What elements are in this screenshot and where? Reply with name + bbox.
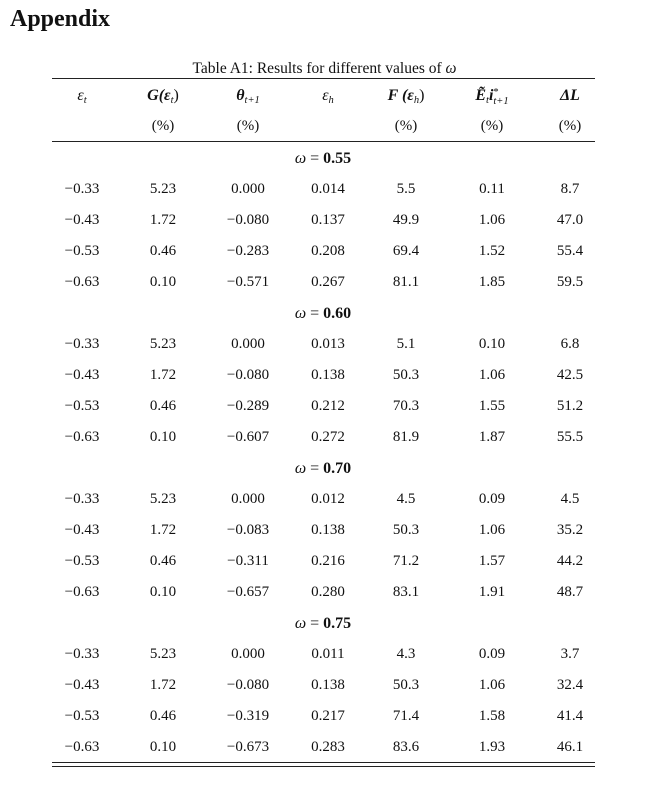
table-cell: 1.52 <box>478 243 506 259</box>
table-cell: 4.5 <box>396 491 416 507</box>
table-caption <box>0 60 649 78</box>
table-cell: 1.72 <box>149 212 177 228</box>
appendix-heading: Appendix <box>10 6 111 32</box>
table-cell: 0.283 <box>311 739 345 755</box>
table-cell: 5.23 <box>149 336 177 352</box>
group-equals: = <box>310 150 320 167</box>
table-cell: 1.87 <box>478 429 506 445</box>
group-label-omega-0.75 <box>295 615 351 633</box>
table-cell: −0.63 <box>64 584 100 600</box>
caption-symbol: ω <box>445 60 457 77</box>
table-cell: 1.06 <box>478 367 506 383</box>
table-cell: 0.011 <box>311 646 345 662</box>
table-cell: 0.138 <box>311 367 345 383</box>
table-cell: 0.11 <box>479 181 505 197</box>
table-cell: 69.4 <box>392 243 420 259</box>
table-cell: 0.10 <box>478 336 506 352</box>
table-cell: 1.06 <box>478 522 506 538</box>
table-cell: −0.63 <box>64 739 100 755</box>
table-cell: −0.083 <box>226 522 270 538</box>
group-symbol: ω <box>294 460 307 477</box>
column-header-1 <box>147 87 179 106</box>
table-cell: 0.212 <box>311 398 345 414</box>
table-cell: 1.93 <box>478 739 506 755</box>
table-cell: 81.9 <box>392 429 420 445</box>
table-cell: 0.09 <box>478 646 506 662</box>
group-label-omega-0.70 <box>295 460 351 478</box>
table-cell: −0.080 <box>226 212 270 228</box>
table-cell: −0.657 <box>226 584 270 600</box>
table-cell: 4.5 <box>560 491 580 507</box>
caption-text: Table A1: Results for different values of <box>192 60 442 77</box>
table-cell: 5.5 <box>396 181 416 197</box>
table-cell: 71.4 <box>392 708 420 724</box>
header-rule <box>52 141 595 142</box>
header-subscript: t+1 <box>244 95 260 106</box>
table-cell: −0.319 <box>226 708 270 724</box>
table-cell: 1.06 <box>478 212 506 228</box>
table-cell: 3.7 <box>560 646 580 662</box>
table-cell: −0.289 <box>226 398 270 414</box>
header-suffix: ) <box>419 87 425 104</box>
table-cell: 0.013 <box>311 336 345 352</box>
table-cell: 0.10 <box>149 584 177 600</box>
table-cell: −0.53 <box>64 398 100 414</box>
column-header-5 <box>475 87 508 106</box>
header-subscript: t <box>486 95 489 106</box>
table-cell: −0.673 <box>226 739 270 755</box>
table-cell: 0.10 <box>149 429 177 445</box>
table-cell: 0.10 <box>149 274 177 290</box>
table-cell: 32.4 <box>556 677 584 693</box>
table-cell: 51.2 <box>556 398 584 414</box>
header-symbol: θ <box>236 87 245 104</box>
table-cell: 0.137 <box>311 212 345 228</box>
table-cell: 0.272 <box>311 429 345 445</box>
table-cell: −0.53 <box>64 243 100 259</box>
header-prefix: G( <box>147 87 165 104</box>
column-unit-2: (%) <box>236 118 260 134</box>
group-equals: = <box>310 460 320 477</box>
header-symbol-2: i <box>488 87 494 104</box>
table-cell: 0.208 <box>311 243 345 259</box>
table-cell: 71.2 <box>392 553 420 569</box>
column-header-3 <box>322 87 334 106</box>
table-cell: 41.4 <box>556 708 584 724</box>
header-prefix: ΔL <box>560 87 580 104</box>
table-cell: 8.7 <box>560 181 580 197</box>
table-cell: 0.000 <box>231 181 265 197</box>
table-cell: 0.138 <box>311 677 345 693</box>
group-value: 0.60 <box>323 305 352 322</box>
group-symbol: ω <box>294 150 307 167</box>
header-subscript: t <box>83 95 87 106</box>
table-cell: 59.5 <box>556 274 584 290</box>
table-cell: 42.5 <box>556 367 584 383</box>
group-label-omega-0.60 <box>295 305 351 323</box>
table-cell: 0.217 <box>311 708 345 724</box>
table-cell: 0.012 <box>311 491 345 507</box>
column-header-6 <box>560 87 580 105</box>
group-value: 0.75 <box>323 615 352 632</box>
header-symbol: ε <box>322 87 329 104</box>
table-cell: 50.3 <box>392 677 420 693</box>
table-cell: 0.014 <box>311 181 345 197</box>
top-rule <box>52 78 595 79</box>
table-cell: 1.91 <box>478 584 506 600</box>
table-cell: −0.53 <box>64 708 100 724</box>
table-cell: −0.43 <box>64 367 100 383</box>
table-cell: −0.43 <box>64 677 100 693</box>
table-cell: −0.080 <box>226 677 270 693</box>
table-cell: 55.4 <box>556 243 584 259</box>
table-cell: 0.280 <box>311 584 345 600</box>
header-symbol: ε <box>407 87 414 104</box>
table-cell: 35.2 <box>556 522 584 538</box>
header-subscript-2: t+1 <box>493 96 509 107</box>
table-cell: 48.7 <box>556 584 584 600</box>
column-header-2 <box>236 87 260 106</box>
table-cell: 1.72 <box>149 367 177 383</box>
table-cell: −0.33 <box>64 646 100 662</box>
header-symbol: ε <box>77 87 84 104</box>
table-cell: −0.33 <box>64 336 100 352</box>
header-subscript: h <box>328 95 334 106</box>
table-cell: 5.1 <box>396 336 416 352</box>
table-cell: 0.46 <box>149 243 177 259</box>
table-cell: 5.23 <box>149 646 177 662</box>
table-cell: −0.33 <box>64 181 100 197</box>
header-symbol: ε <box>164 87 171 104</box>
header-prefix: Ẽ <box>475 87 487 104</box>
bottom-rule-1 <box>52 762 595 763</box>
header-subscript: h <box>413 95 420 106</box>
table-cell: 5.23 <box>149 181 177 197</box>
table-cell: 6.8 <box>560 336 580 352</box>
table-cell: −0.571 <box>226 274 270 290</box>
group-equals: = <box>310 305 320 322</box>
table-cell: 1.85 <box>478 274 506 290</box>
table-cell: 46.1 <box>556 739 584 755</box>
table-cell: 81.1 <box>392 274 420 290</box>
group-label-omega-0.55 <box>295 150 351 168</box>
column-unit-1: (%) <box>151 118 175 134</box>
table-cell: 0.000 <box>231 336 265 352</box>
table-cell: 83.6 <box>392 739 420 755</box>
table-cell: −0.43 <box>64 522 100 538</box>
table-cell: 0.267 <box>311 274 345 290</box>
table-cell: 0.46 <box>149 708 177 724</box>
table-cell: 4.3 <box>396 646 416 662</box>
table-cell: 1.55 <box>478 398 506 414</box>
column-unit-4: (%) <box>394 118 418 134</box>
table-cell: 1.72 <box>149 522 177 538</box>
group-symbol: ω <box>294 615 307 632</box>
table-cell: −0.33 <box>64 491 100 507</box>
table-cell: 0.10 <box>149 739 177 755</box>
table-cell: 1.57 <box>478 553 506 569</box>
table-cell: −0.63 <box>64 274 100 290</box>
table-cell: 1.06 <box>478 677 506 693</box>
table-cell: 0.216 <box>311 553 345 569</box>
group-symbol: ω <box>294 305 307 322</box>
table-cell: 0.138 <box>311 522 345 538</box>
column-unit-6: (%) <box>558 118 582 134</box>
table-cell: 5.23 <box>149 491 177 507</box>
table-cell: 1.58 <box>478 708 506 724</box>
table-cell: 0.000 <box>231 491 265 507</box>
group-value: 0.70 <box>323 460 352 477</box>
group-value: 0.55 <box>323 150 352 167</box>
table-cell: 83.1 <box>392 584 420 600</box>
table-cell: −0.53 <box>64 553 100 569</box>
table-cell: −0.311 <box>227 553 269 569</box>
table-cell: 50.3 <box>392 367 420 383</box>
header-suffix: ) <box>173 87 179 104</box>
group-equals: = <box>310 615 320 632</box>
table-cell: 0.46 <box>149 553 177 569</box>
column-header-0 <box>77 87 86 106</box>
header-sup-sub <box>493 88 508 106</box>
table-cell: 47.0 <box>556 212 584 228</box>
table-cell: 0.46 <box>149 398 177 414</box>
header-superscript: * <box>493 87 499 98</box>
header-prefix: F ( <box>387 87 408 104</box>
table-cell: 44.2 <box>556 553 584 569</box>
table-cell: −0.63 <box>64 429 100 445</box>
table-cell: −0.283 <box>226 243 270 259</box>
table-cell: 49.9 <box>392 212 420 228</box>
table-cell: −0.607 <box>226 429 270 445</box>
column-header-4 <box>388 87 425 106</box>
table-cell: −0.080 <box>226 367 270 383</box>
table-cell: 50.3 <box>392 522 420 538</box>
table-cell: 70.3 <box>392 398 420 414</box>
header-subscript: t <box>170 95 174 106</box>
table-cell: 0.000 <box>231 646 265 662</box>
bottom-rule-2 <box>52 766 595 767</box>
table-cell: 55.5 <box>556 429 584 445</box>
table-cell: −0.43 <box>64 212 100 228</box>
table-cell: 0.09 <box>478 491 506 507</box>
table-cell: 1.72 <box>149 677 177 693</box>
column-unit-5: (%) <box>480 118 504 134</box>
